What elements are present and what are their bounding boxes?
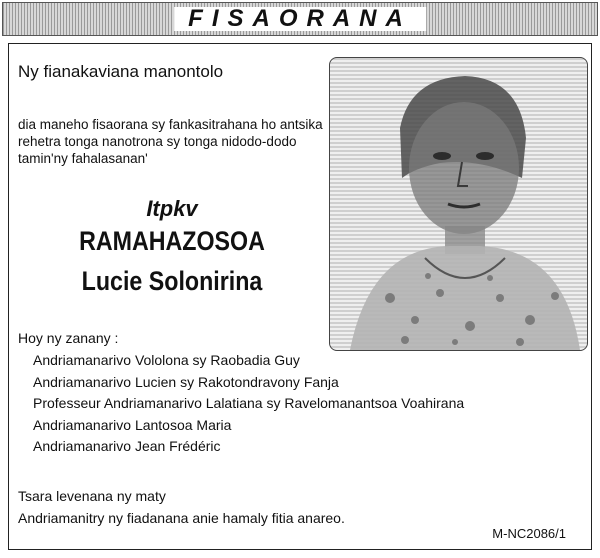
closing-line-2: Andriamanitry ny fiadanana anie hamaly fitia anareo. [18, 510, 345, 526]
deceased-given-names: Lucie Solonirina [81, 266, 263, 296]
deceased-surname: RAMAHAZOSOA [79, 226, 265, 256]
header-title: FISAORANA [188, 5, 412, 32]
family-member: Professeur Andriamanarivo Lalatiana sy Ravelomanantsoa Voahirana [33, 395, 465, 411]
name-prefix: Itpkv [146, 196, 198, 221]
portrait-illustration [330, 58, 587, 350]
family-member: Andriamanarivo Lantosoa Maria [33, 416, 232, 433]
portrait-photo [329, 57, 588, 351]
family-heading: Hoy ny zanany : [18, 330, 119, 346]
closing-line-1: Tsara levenana ny maty [18, 488, 166, 504]
family-member: Andriamanarivo Jean Frédéric [33, 438, 221, 454]
reference-code: M-NC2086/1 [492, 526, 566, 541]
intro-body: dia maneho fisaorana sy fankasitrahana ho antsika rehetra tonga nanotrona sy tonga nidodo-dodo tamin'ny fahalasanan' [18, 117, 323, 166]
intro-line: Ny fianakaviana manontolo [18, 62, 224, 81]
family-member: Andriamanarivo Lucien sy Rakotondravony Fanja [33, 373, 339, 390]
header-label-band [174, 7, 426, 31]
family-list [33, 350, 464, 458]
header-banner [2, 2, 598, 36]
family-member: Andriamanarivo Vololona sy Raobadia Guy [33, 352, 300, 368]
